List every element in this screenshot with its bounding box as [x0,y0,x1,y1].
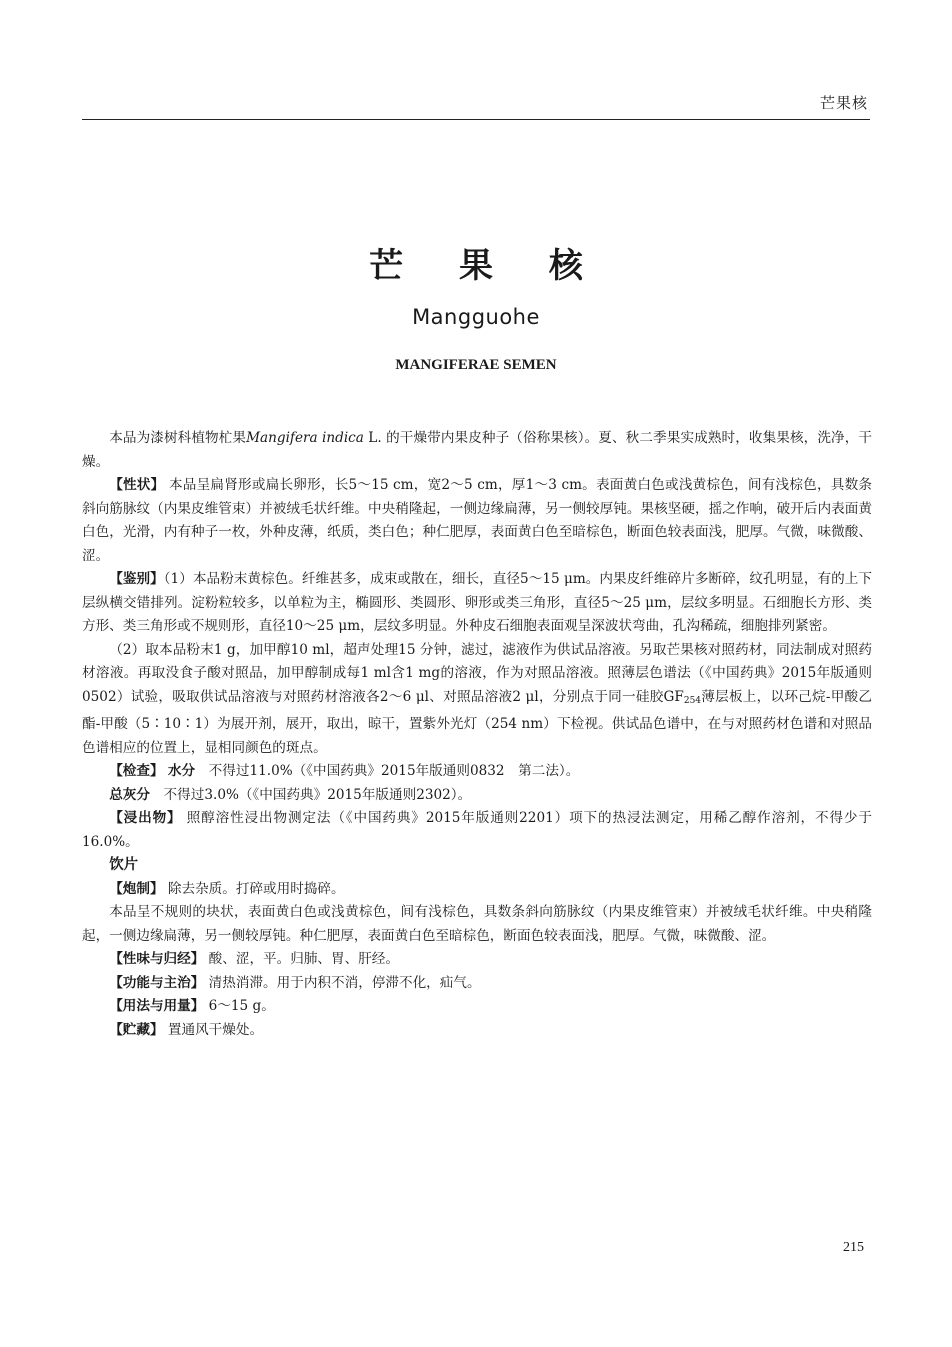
intro-text-2: L. 的干燥带内果皮种子（俗称果核）。夏、秋二季果实成熟时，收集果核，洗净，干燥。 [82,430,872,470]
identification-paragraph-2 [82,639,872,761]
ash-label: 总灰分 [109,786,150,803]
ash-text: 不得过3.0%（《中国药典》2015年版通则2302）。 [149,786,472,803]
extractives-paragraph [82,807,872,854]
latin-title: MANGIFERAE SEMEN [395,357,557,373]
identification-paragraph-1 [82,568,872,639]
nature-label: 【性味与归经】 [109,951,205,967]
actions-label: 【功能与主治】 [109,974,205,991]
description-text: 本品呈扁肾形或扁长卵形，长5～15 cm，宽2～5 cm，厚1～3 cm。表面黄白色或浅黄棕色，间有浅棕色，具数条斜向筋脉纹（内果皮维管束）并被绒毛状纤维。中央稍隆起，一侧边缘扁薄，另一侧较厚钝。果核坚硬，摇之作响，破开后内表面黄白色，光滑，内有种子一枚，外种皮薄，纸质，类白色；种仁肥厚，表面黄白色至暗棕色，断面色较表面浅，肥厚。气微，味微酸、涩。 [82,477,872,564]
intro-text: 本品为漆树科植物杧果 [109,430,247,446]
dosage-label: 【用法与用量】 [109,998,205,1014]
header-rule [82,119,870,120]
identification-text-1: （1）本品粉末黄棕色。纤维甚多，成束或散在，细长，直径5～15 μm。内果皮纤维碎片多断碎，纹孔明显，有的上下层纵横交错排列。淀粉粒较多，以单粒为主，椭圆形、类圆形、卵形或类三角形，直径5～25 μm，层纹多明显。石细胞长方形、类方形、类三角形或不规则形，直径10～25 μm，层纹多明显。外种皮石细胞表面观呈深波状弯曲，孔沟稀疏，细胞排列紧密。 [82,571,872,634]
intro-paragraph [82,427,872,474]
water-text: 不得过11.0%（《中国药典》2015年版通则0832 第二法）。 [195,763,580,779]
ash-paragraph [82,784,872,808]
storage-paragraph [82,1019,872,1043]
description-label: 【性状】 [109,477,165,493]
processing-label: 【炮制】 [109,880,164,897]
identification-text-2b: 薄层板上，以环己烷-甲酸乙酯-甲酸（5∶10∶1）为展开剂，展开，取出，晾干，置紫外光灯（254 nm）下检视。供试品色谱中，在与对照药材色谱和对照品色谱相应的位置上，显相同颜色的斑点。 [82,688,872,756]
nature-text: 酸、涩，平。归肺、胃、肝经。 [204,951,399,967]
dosage-paragraph [82,995,872,1019]
monograph-title: 芒 果 核 [369,246,605,286]
processing-text: 除去杂质。打碎或用时捣碎。 [163,880,345,897]
monograph-body [82,427,872,1042]
tests-label: 【检查】 [109,763,164,779]
storage-text: 置通风干燥处。 [163,1021,264,1038]
page-number: 215 [843,1240,864,1255]
running-title: 芒果核 [819,94,868,112]
processing-paragraph [82,878,872,902]
identification-label: 【鉴别】 [109,571,164,587]
extractives-label: 【浸出物】 [109,810,182,826]
water-label: 水分 [167,763,196,779]
tests-paragraph [82,760,872,784]
slices-description-text: 本品呈不规则的块状，表面黄白色或浅黄棕色，间有浅棕色，具数条斜向筋脉纹（内果皮维管束）并被绒毛状纤维。中央稍隆起，一侧边缘扁薄，另一侧较厚钝。种仁肥厚，表面黄白色至暗棕色，断面色较表面浅，肥厚。气微，味微酸、涩。 [82,904,872,944]
dosage-text: 6～15 g。 [204,998,275,1014]
extractives-text: 照醇溶性浸出物测定法（《中国药典》2015年版通则2201）项下的热浸法测定，用稀乙醇作溶剂，不得少于16.0%。 [82,810,872,850]
nature-paragraph [82,948,872,972]
identification-text-2a: （2）取本品粉末1 g，加甲醇10 ml，超声处理15 分钟，滤过，滤液作为供试品溶液。另取芒果核对照药材，同法制成对照药材溶液。再取没食子酸对照品，加甲醇制成每1 ml含1 mg的溶液，作为对照品溶液。照薄层色谱法（《中国药典》2015年版通则0502）试验，吸取供试品溶液与对照药材溶液各2～6 μl、对照品溶液2 μl，分别点于同一硅胶GF [82,641,872,705]
species-name: Mangifera indica [246,430,364,446]
pinyin-title: Mangguohe [412,305,540,329]
storage-label: 【贮藏】 [109,1021,164,1038]
gf-subscript: 254 [683,695,702,706]
actions-paragraph [82,972,872,996]
prepared-slices-heading [82,854,872,878]
subheading-yinpian: 饮片 [109,857,139,873]
actions-text: 清热消滞。用于内积不消，停滞不化，疝气。 [204,974,481,991]
description-paragraph [82,474,872,568]
slices-description-paragraph [82,901,872,948]
